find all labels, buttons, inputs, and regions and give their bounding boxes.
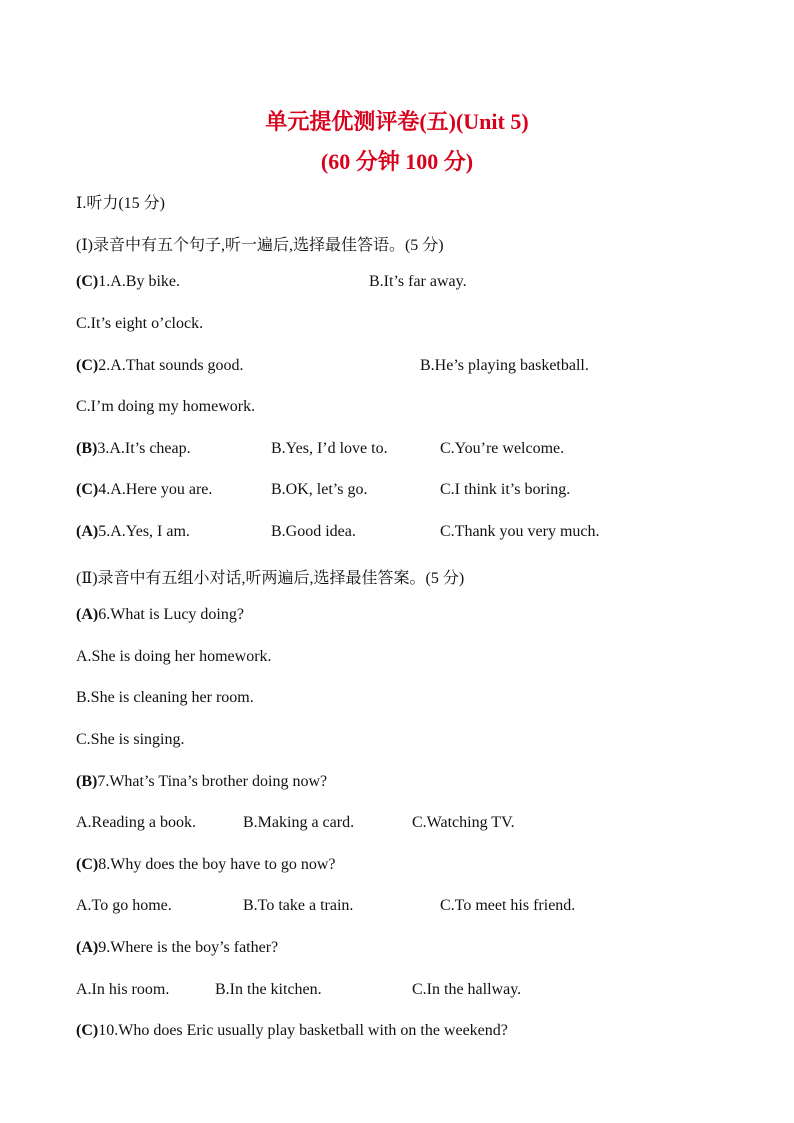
answer-key: (B) [76,773,98,790]
question-4 [76,481,212,499]
question-2 [76,357,244,375]
question-stem: 7.What’s Tina’s brother doing now? [97,773,328,790]
option-a: A.She is doing her homework. [76,648,272,665]
option-a: A.Here you are. [110,481,213,498]
question-stem: 10.Who does Eric usually play basketball with on the weekend? [98,1022,508,1039]
option-a: A.By bike. [110,273,180,290]
question-8 [76,856,336,874]
option-b: B.She is cleaning her room. [76,689,254,706]
option-b: B.To take a train. [243,897,354,914]
option-b: B.He’s playing basketball. [420,357,589,374]
option-c: C.I’m doing my homework. [76,398,256,415]
answer-key: (C) [76,1022,99,1039]
option-c: C.It’s eight o’clock. [76,315,204,332]
question-number: 4. [98,481,111,498]
question-stem: 9.Where is the boy’s father? [98,939,279,956]
option-c: C.Watching TV. [412,814,515,831]
option-b: B.OK, let’s go. [271,481,368,498]
question-6 [76,606,244,624]
option-a: A.To go home. [76,897,172,914]
option-a: A.In his room. [76,981,170,998]
question-5 [76,523,190,541]
answer-key: (C) [76,481,99,498]
option-b: B.In the kitchen. [215,981,322,998]
option-c: C.I think it’s boring. [440,481,571,498]
answer-key: (B) [76,440,98,457]
option-b: B.It’s far away. [369,273,467,290]
answer-key: (C) [76,856,99,873]
question-number: 2. [98,357,111,374]
question-stem: 6.What is Lucy doing? [98,606,244,623]
question-7 [76,773,327,791]
answer-key: (C) [76,273,99,290]
answer-key: (A) [76,939,99,956]
page-title: 单元提优测评卷(五)(Unit 5) [265,109,529,134]
question-3 [76,440,191,458]
option-c: C.In the hallway. [412,981,522,998]
option-b: B.Making a card. [243,814,355,831]
option-b: B.Good idea. [271,523,356,540]
option-b: B.Yes, I’d love to. [271,440,388,457]
option-a: A.It’s cheap. [109,440,191,457]
section-heading: Ⅰ.听力(15 分) [76,195,165,212]
question-number: 5. [98,523,111,540]
option-c: C.Thank you very much. [440,523,600,540]
page-subtitle: (60 分钟 100 分) [320,149,474,174]
answer-key: (C) [76,357,99,374]
question-number: 3. [97,440,110,457]
part2-instruction: (Ⅱ)录音中有五组小对话,听两遍后,选择最佳答案。(5 分) [76,570,465,587]
part1-instruction: (Ⅰ)录音中有五个句子,听一遍后,选择最佳答语。(5 分) [76,237,444,254]
option-a: A.Yes, I am. [110,523,190,540]
question-9 [76,939,278,957]
question-10 [76,1022,508,1040]
option-c: C.You’re welcome. [440,440,565,457]
option-c: C.To meet his friend. [440,897,576,914]
question-number: 1. [98,273,111,290]
question-stem: 8.Why does the boy have to go now? [98,856,336,873]
question-1 [76,273,180,291]
option-c: C.She is singing. [76,731,185,748]
answer-key: (A) [76,606,99,623]
answer-key: (A) [76,523,99,540]
option-a: A.That sounds good. [110,357,244,374]
option-a: A.Reading a book. [76,814,196,831]
